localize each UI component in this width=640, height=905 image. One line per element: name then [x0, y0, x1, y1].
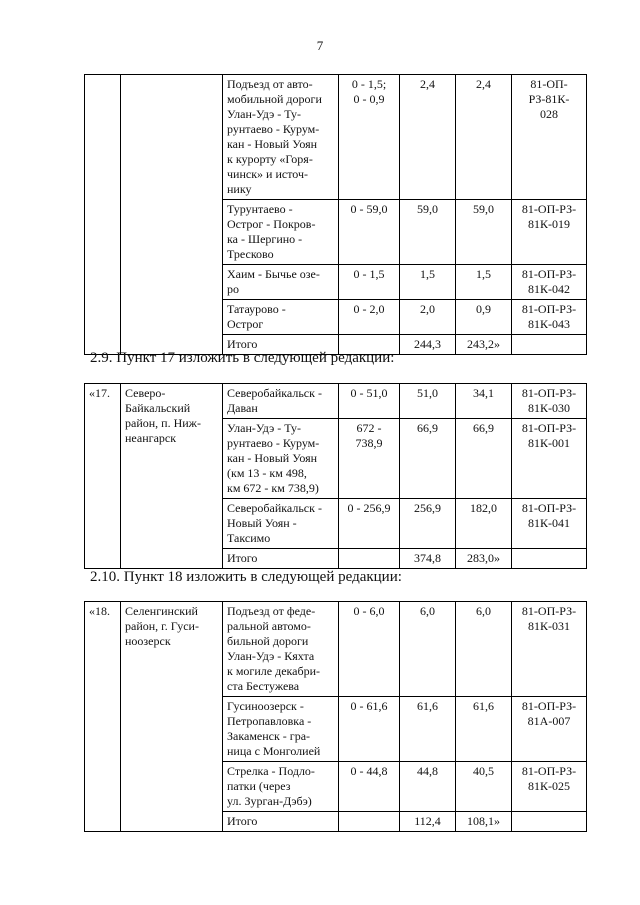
road-name-cell: Подъезд от феде- ральной автомо- бильной дороги Улан-Удэ - Кяхта к могиле декабри- ста Бестужева [223, 602, 339, 697]
total-paved-length: 243,2» [456, 335, 512, 355]
length-cell: 1,5 [400, 265, 456, 300]
paved-length-cell: 40,5 [456, 762, 512, 812]
road-id-cell: 81-ОП-РЗ- 81К-030 [512, 384, 587, 419]
road-name-cell: Северобайкальск - Даван [223, 384, 339, 419]
roads-table-item-18 [84, 601, 587, 832]
road-id-cell: 81-ОП-РЗ- 81К-043 [512, 300, 587, 335]
total-paved-length: 283,0» [456, 549, 512, 569]
road-name-cell: Турунтаево - Острог - Покров- ка - Шергино - Тресково [223, 200, 339, 265]
road-name-cell: Улан-Удэ - Ту- рунтаево - Курум- кан - Новый Уоян (км 13 - км 498, км 672 - км 738,9) [223, 419, 339, 499]
road-id-cell: 81-ОП-РЗ- 81К-031 [512, 602, 587, 697]
road-id-cell: 81-ОП-РЗ- 81К-025 [512, 762, 587, 812]
paved-length-cell: 59,0 [456, 200, 512, 265]
length-cell: 2,4 [400, 75, 456, 200]
district-cell: Селенгинский район, г. Гуси- ноозерск [121, 602, 223, 832]
empty-cell [512, 335, 587, 355]
district-cell [121, 75, 223, 355]
number-cell [85, 75, 121, 355]
km-range-cell: 0 - 61,6 [339, 697, 400, 762]
paved-length-cell: 34,1 [456, 384, 512, 419]
length-cell: 6,0 [400, 602, 456, 697]
road-name-cell: Северобайкальск - Новый Уоян - Таксимо [223, 499, 339, 549]
km-range-cell: 0 - 59,0 [339, 200, 400, 265]
length-cell: 51,0 [400, 384, 456, 419]
district-cell: Северо- Байкальский район, п. Ниж- неангарск [121, 384, 223, 569]
paved-length-cell: 0,9 [456, 300, 512, 335]
page-number: 7 [316, 38, 324, 53]
km-range-cell: 672 - 738,9 [339, 419, 400, 499]
road-id-cell: 81-ОП-РЗ- 81А-007 [512, 697, 587, 762]
road-id-cell: 81-ОП-РЗ- 81К-042 [512, 265, 587, 300]
total-length: 112,4 [400, 812, 456, 832]
paved-length-cell: 61,6 [456, 697, 512, 762]
length-cell: 59,0 [400, 200, 456, 265]
total-length: 374,8 [400, 549, 456, 569]
empty-cell [339, 549, 400, 569]
km-range-cell: 0 - 6,0 [339, 602, 400, 697]
section-heading-2-10: 2.10. Пункт 18 изложить в следующей редакции: [90, 569, 402, 585]
km-range-cell: 0 - 1,5 [339, 265, 400, 300]
length-cell: 66,9 [400, 419, 456, 499]
table-row [85, 602, 587, 697]
total-label: Итого [223, 812, 339, 832]
length-cell: 256,9 [400, 499, 456, 549]
total-paved-length: 108,1» [456, 812, 512, 832]
section-heading-2-9: 2.9. Пункт 17 изложить в следующей редакции: [90, 350, 395, 366]
paved-length-cell: 66,9 [456, 419, 512, 499]
paved-length-cell: 182,0 [456, 499, 512, 549]
road-name-cell: Подъезд от авто- мобильной дороги Улан-Удэ - Ту- рунтаево - Курум- кан - Новый Уоян к курорту «Горя- чинск» и источ- нику [223, 75, 339, 200]
km-range-cell: 0 - 1,5; 0 - 0,9 [339, 75, 400, 200]
road-id-cell: 81-ОП-РЗ- 81К-019 [512, 200, 587, 265]
item-number: «18. [85, 602, 121, 832]
road-name-cell: Хаим - Бычье озе- ро [223, 265, 339, 300]
total-label: Итого [223, 335, 339, 355]
road-id-cell: 81-ОП-РЗ- 81К-001 [512, 419, 587, 499]
total-length: 244,3 [400, 335, 456, 355]
length-cell: 61,6 [400, 697, 456, 762]
table-row [85, 75, 587, 200]
road-id-cell: 81-ОП-РЗ- 81К-041 [512, 499, 587, 549]
paved-length-cell: 2,4 [456, 75, 512, 200]
empty-cell [512, 549, 587, 569]
roads-table-continued [84, 74, 587, 355]
road-name-cell: Татаурово - Острог [223, 300, 339, 335]
paved-length-cell: 1,5 [456, 265, 512, 300]
road-id-cell: 81-ОП- РЗ-81К- 028 [512, 75, 587, 200]
km-range-cell: 0 - 2,0 [339, 300, 400, 335]
item-number: «17. [85, 384, 121, 569]
roads-table-item-17 [84, 383, 587, 569]
total-label: Итого [223, 549, 339, 569]
length-cell: 2,0 [400, 300, 456, 335]
paved-length-cell: 6,0 [456, 602, 512, 697]
length-cell: 44,8 [400, 762, 456, 812]
km-range-cell: 0 - 44,8 [339, 762, 400, 812]
km-range-cell: 0 - 51,0 [339, 384, 400, 419]
road-name-cell: Гусиноозерск - Петропавловка - Закаменск - гра- ница с Монголией [223, 697, 339, 762]
table-row [85, 384, 587, 419]
empty-cell [339, 812, 400, 832]
empty-cell [512, 812, 587, 832]
km-range-cell: 0 - 256,9 [339, 499, 400, 549]
road-name-cell: Стрелка - Подло- патки (через ул. Зурган-Дэбэ) [223, 762, 339, 812]
